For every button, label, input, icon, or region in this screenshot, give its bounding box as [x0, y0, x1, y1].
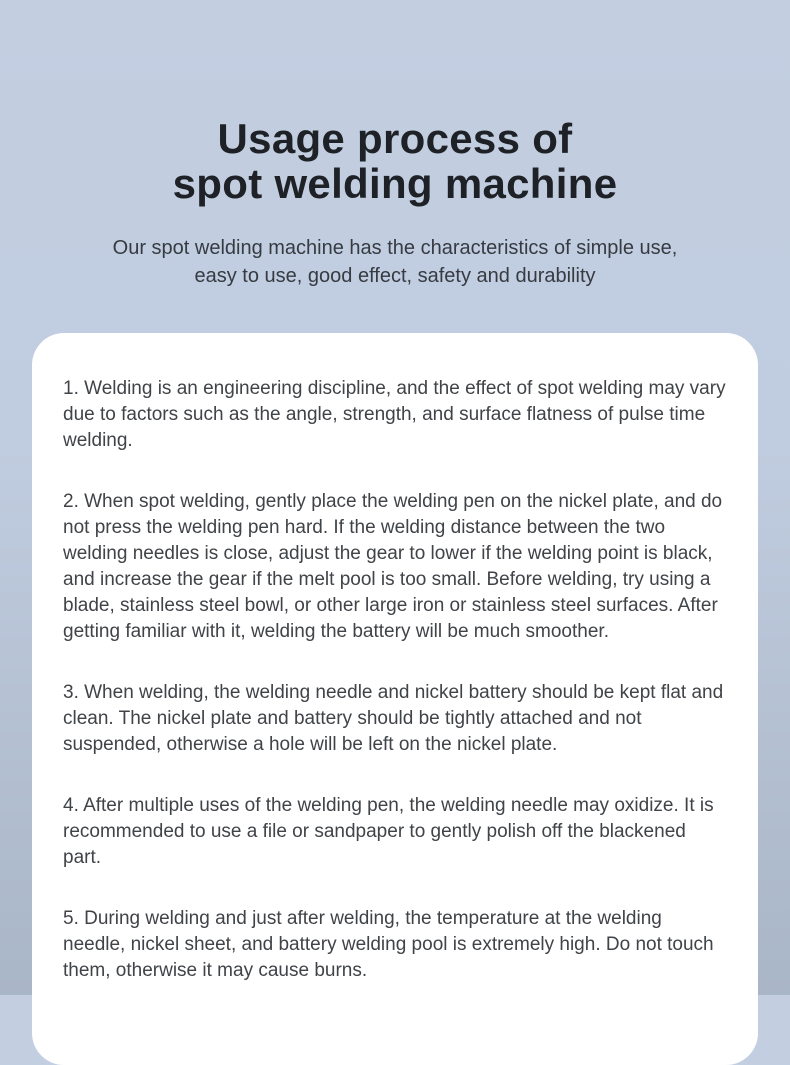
- instructions-card: [32, 333, 758, 1065]
- instruction-paragraph-2: 2. When spot welding, gently place the welding pen on the nickel plate, and do not press the welding pen hard. If the welding distance between the two welding needles is close, adjust the gear to lower if the welding point is black, and increase the gear if the melt pool is too small. Before welding, try using a blade, stainless steel bowl, or other large iron or stainless steel surfaces. After getting familiar with it, welding the battery will be much smoother.: [63, 491, 723, 643]
- page-subtitle-line-2: easy to use, good effect, safety and durability: [194, 265, 596, 288]
- page-header: [0, 0, 790, 290]
- instruction-paragraph-4: 4. After multiple uses of the welding pen, the welding needle may oxidize. It is recommended to use a file or sandpaper to gently polish off the blackened part.: [63, 795, 714, 869]
- page-title-line-2: spot welding machine: [172, 160, 618, 208]
- instruction-paragraph-3: 3. When welding, the welding needle and nickel battery should be kept flat and clean. The nickel plate and battery should be tightly attached and not suspended, otherwise a hole will be left on the nickel plate.: [63, 682, 724, 756]
- instruction-paragraph-1: 1. Welding is an engineering discipline, and the effect of spot welding may vary due to factors such as the angle, strength, and surface flatness of pulse time welding.: [63, 378, 726, 452]
- page-subtitle: [0, 234, 790, 290]
- page-subtitle-line-1: Our spot welding machine has the characteristics of simple use,: [112, 237, 678, 260]
- page-title-line-1: Usage process of: [217, 115, 573, 163]
- page-title: [0, 116, 790, 206]
- instruction-paragraph-5: 5. During welding and just after welding, the temperature at the welding needle, nickel sheet, and battery welding pool is extremely high. Do not touch them, otherwise it may cause burns.: [63, 908, 714, 982]
